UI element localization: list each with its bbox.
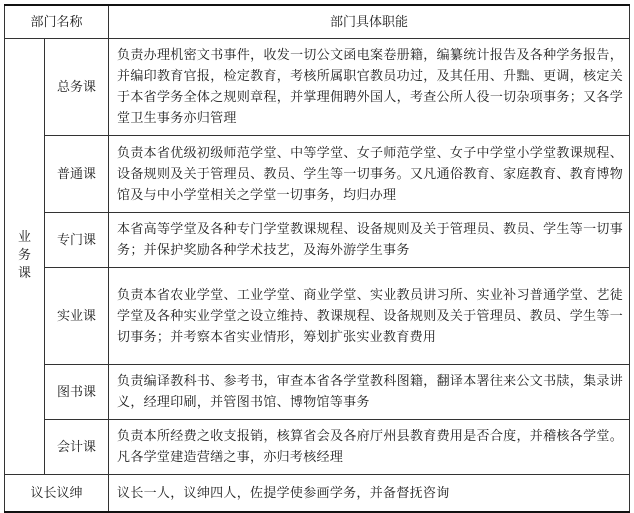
footer-row-name: 议长议绅 [5, 475, 109, 513]
group-cell [5, 39, 45, 475]
section-name: 图书课 [45, 365, 109, 420]
group-label: 业务课 [17, 230, 31, 281]
table-row [5, 475, 630, 513]
section-duty: 负责本省农业学堂、工业学堂、商业学堂、实业教员讲习所、实业补习普通学堂、艺徒学堂及各种实业学堂之设立维持、教课规程、设备规则及关于管理员、教员、学生等一切事务；并考察本省实业情形，筹划扩张实业教育费用 [109, 268, 630, 365]
header-dept-duty: 部门具体职能 [109, 5, 630, 39]
section-name: 总务课 [45, 39, 109, 136]
table-row [5, 136, 630, 213]
section-duty: 负责本省优级初级师范学堂、中等学堂、女子师范学堂、女子中学堂小学堂教课规程、设备规则及关于管理员、教员、学生等一切事务。又凡通俗教育、家庭教育、教育博物馆及与中小学堂相关之学堂一切事务，均归办理 [109, 136, 630, 213]
table-row [5, 420, 630, 475]
section-name: 实业课 [45, 268, 109, 365]
section-duty: 本省高等学堂及各种专门学堂教课规程、设备规则及关于管理员、教员、学生等一切事务；并保护奖励各种学术技艺，及海外游学生事务 [109, 213, 630, 268]
table-row [5, 213, 630, 268]
header-dept-name: 部门名称 [5, 5, 109, 39]
department-table [4, 4, 630, 513]
table-header-row [5, 5, 630, 39]
section-duty: 负责本所经费之收支报销，核算省会及各府厅州县教育费用是否合度，并稽核各学堂。凡各学堂建造营缮之事，亦归考核经理 [109, 420, 630, 475]
table-row [5, 39, 630, 136]
section-name: 普通课 [45, 136, 109, 213]
section-duty: 负责编译教科书、参考书，审查本省各学堂教科图籍，翻译本署往来公文书牍，集录讲义，经理印刷，并管图书馆、博物馆等事务 [109, 365, 630, 420]
section-name: 专门课 [45, 213, 109, 268]
footer-row-duty: 议长一人，议绅四人，佐提学使参画学务，并备督抚咨询 [109, 475, 630, 513]
section-duty: 负责办理机密文书事件，收发一切公文函电案卷册籍，编纂统计报告及各种学务报告，并编印教育官报，检定教育，考核所属职官教员功过，及其任用、升黜、更调，核定关于本省学务全体之规则章程，并掌理佣聘外国人，考查公所人役一切杂项事务；又各学堂卫生事务亦归管理 [109, 39, 630, 136]
table-row [5, 365, 630, 420]
table-row [5, 268, 630, 365]
section-name: 会计课 [45, 420, 109, 475]
